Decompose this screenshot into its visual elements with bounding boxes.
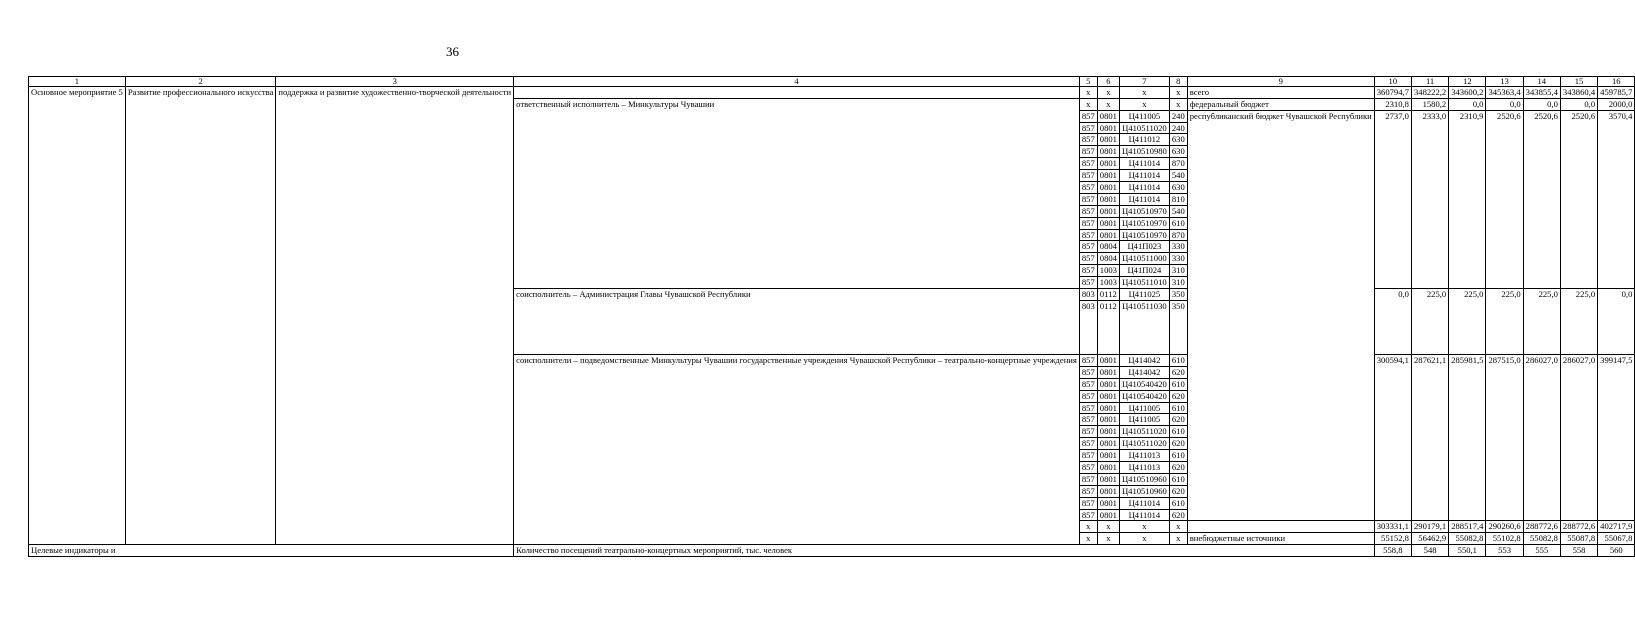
value-cell: 2310,9: [1449, 110, 1486, 288]
value-cell: 555: [1523, 545, 1560, 557]
code-cell: 0801: [1097, 485, 1119, 497]
header-cell: 1: [29, 77, 126, 87]
code-cell: 620: [1169, 366, 1187, 378]
code-cell: x: [1079, 521, 1097, 533]
code-cell: 0804: [1097, 241, 1119, 253]
code-cell: x: [1169, 521, 1187, 533]
value-cell: 0,0: [1374, 289, 1411, 355]
code-cell: 857: [1079, 205, 1097, 217]
value-cell: 3570,4: [1598, 110, 1635, 288]
header-cell: 6: [1097, 77, 1119, 87]
executor-cell: соисполнители – подведомственные Минкультуры Чувашии государственные учреждения Чувашской Республики – театрально-концертные учреждения: [514, 354, 1080, 544]
code-cell: 857: [1079, 122, 1097, 134]
code-cell: x: [1097, 521, 1119, 533]
header-cell: 4: [514, 77, 1080, 87]
value-cell: 402717,9: [1598, 521, 1635, 533]
value-cell: 290179,1: [1411, 521, 1448, 533]
code-cell: x: [1169, 533, 1187, 545]
code-cell: 0801: [1097, 354, 1119, 366]
code-cell: 0801: [1097, 390, 1119, 402]
code-cell: 610: [1169, 402, 1187, 414]
code-cell: x: [1119, 87, 1169, 99]
code-cell: 630: [1169, 182, 1187, 194]
code-cell: Ц411005: [1119, 414, 1169, 426]
table-row: [29, 545, 1635, 557]
code-cell: 610: [1169, 497, 1187, 509]
code-cell: Ц411014: [1119, 509, 1169, 521]
code-cell: 0801: [1097, 217, 1119, 229]
task-cell: поддержка и развитие художественно-творческой деятельности: [276, 87, 514, 545]
code-cell: Ц411005: [1119, 110, 1169, 122]
code-cell: 620: [1169, 485, 1187, 497]
value-cell: 55152,8: [1374, 533, 1411, 545]
header-cell: 12: [1449, 77, 1486, 87]
value-cell: 55067,8: [1598, 533, 1635, 545]
value-cell: 0,0: [1449, 98, 1486, 110]
code-cell: 240: [1169, 122, 1187, 134]
code-cell: 0112: [1097, 289, 1119, 301]
value-cell: 55082,8: [1523, 533, 1560, 545]
code-cell: 857: [1079, 414, 1097, 426]
value-cell: 55087,8: [1560, 533, 1597, 545]
code-cell: 330: [1169, 241, 1187, 253]
code-cell: x: [1119, 98, 1169, 110]
value-cell: 225,0: [1560, 289, 1597, 355]
header-cell: 10: [1374, 77, 1411, 87]
code-cell: 0804: [1097, 253, 1119, 265]
header-cell: 16: [1598, 77, 1635, 87]
code-cell: x: [1079, 98, 1097, 110]
value-cell: 2737,0: [1374, 110, 1411, 288]
value-cell: 345363,4: [1486, 87, 1523, 99]
code-cell: 857: [1079, 229, 1097, 241]
value-cell: 1580,2: [1411, 98, 1448, 110]
code-cell: 0801: [1097, 110, 1119, 122]
code-cell: 540: [1169, 170, 1187, 182]
code-cell: Ц411014: [1119, 158, 1169, 170]
code-cell: 857: [1079, 217, 1097, 229]
code-cell: 630: [1169, 146, 1187, 158]
code-cell: 620: [1169, 461, 1187, 473]
code-cell: 620: [1169, 438, 1187, 450]
code-cell: 857: [1079, 277, 1097, 289]
value-cell: 225,0: [1486, 289, 1523, 355]
code-cell: 1003: [1097, 277, 1119, 289]
value-cell: 225,0: [1449, 289, 1486, 355]
code-cell: 0801: [1097, 366, 1119, 378]
value-cell: 288772,6: [1560, 521, 1597, 533]
code-cell: Ц411025: [1119, 289, 1169, 301]
value-cell: 343600,2: [1449, 87, 1486, 99]
code-cell: 0801: [1097, 158, 1119, 170]
code-cell: 0801: [1097, 426, 1119, 438]
code-cell: 620: [1169, 509, 1187, 521]
code-cell: Ц411012: [1119, 134, 1169, 146]
code-cell: 857: [1079, 473, 1097, 485]
code-cell: 0801: [1097, 146, 1119, 158]
table-row: [29, 87, 1635, 99]
code-cell: 803: [1079, 289, 1097, 301]
code-cell: Ц411013: [1119, 450, 1169, 462]
code-cell: 857: [1079, 253, 1097, 265]
code-cell: x: [1079, 87, 1097, 99]
value-cell: 0,0: [1523, 98, 1560, 110]
code-cell: 610: [1169, 354, 1187, 366]
header-cell: 5: [1079, 77, 1097, 87]
code-cell: 0112: [1097, 300, 1119, 354]
code-cell: Ц414042: [1119, 366, 1169, 378]
code-cell: Ц41П023: [1119, 241, 1169, 253]
value-cell: 2310,8: [1374, 98, 1411, 110]
value-cell: 548: [1411, 545, 1448, 557]
code-cell: Ц410511010: [1119, 277, 1169, 289]
code-cell: 857: [1079, 461, 1097, 473]
code-cell: 0801: [1097, 473, 1119, 485]
value-cell: 287621,1: [1411, 354, 1448, 520]
program-cell: Развитие профессионального искусства: [125, 87, 276, 545]
code-cell: Ц414042: [1119, 354, 1169, 366]
code-cell: 857: [1079, 438, 1097, 450]
code-cell: 610: [1169, 450, 1187, 462]
code-cell: 857: [1079, 193, 1097, 205]
code-cell: 857: [1079, 110, 1097, 122]
code-cell: 610: [1169, 378, 1187, 390]
value-cell: 2520,6: [1486, 110, 1523, 288]
code-cell: 857: [1079, 450, 1097, 462]
code-cell: Ц410511020: [1119, 122, 1169, 134]
value-cell: 2520,6: [1560, 110, 1597, 288]
code-cell: 870: [1169, 158, 1187, 170]
code-cell: 857: [1079, 158, 1097, 170]
header-cell: 8: [1169, 77, 1187, 87]
code-cell: 857: [1079, 146, 1097, 158]
code-cell: Ц410540420: [1119, 390, 1169, 402]
code-cell: 810: [1169, 193, 1187, 205]
value-cell: 225,0: [1523, 289, 1560, 355]
table-row: [29, 77, 1635, 87]
code-cell: 857: [1079, 485, 1097, 497]
code-cell: x: [1079, 533, 1097, 545]
code-cell: 0801: [1097, 378, 1119, 390]
header-cell: 14: [1523, 77, 1560, 87]
value-cell: 399147,5: [1598, 354, 1635, 520]
budget-table: [28, 76, 1635, 557]
code-cell: 857: [1079, 378, 1097, 390]
code-cell: 857: [1079, 182, 1097, 194]
code-cell: x: [1169, 98, 1187, 110]
value-cell: 560: [1598, 545, 1635, 557]
code-cell: Ц410511000: [1119, 253, 1169, 265]
code-cell: 540: [1169, 205, 1187, 217]
code-cell: 857: [1079, 390, 1097, 402]
value-cell: 0,0: [1486, 98, 1523, 110]
code-cell: 240: [1169, 110, 1187, 122]
value-cell: 348222,2: [1411, 87, 1448, 99]
code-cell: Ц410510980: [1119, 146, 1169, 158]
code-cell: 0801: [1097, 497, 1119, 509]
code-cell: 350: [1169, 289, 1187, 301]
value-cell: 287515,0: [1486, 354, 1523, 520]
code-cell: 610: [1169, 473, 1187, 485]
value-cell: 55082,8: [1449, 533, 1486, 545]
source-cell: внебюджетные источники: [1187, 533, 1374, 545]
code-cell: 870: [1169, 229, 1187, 241]
code-cell: 0801: [1097, 182, 1119, 194]
code-cell: Ц410511020: [1119, 438, 1169, 450]
code-cell: 0801: [1097, 450, 1119, 462]
code-cell: Ц411013: [1119, 461, 1169, 473]
code-cell: x: [1097, 533, 1119, 545]
code-cell: x: [1169, 87, 1187, 99]
code-cell: Ц41П024: [1119, 265, 1169, 277]
executor-empty-cell: [514, 87, 1080, 99]
value-cell: 300594,1: [1374, 354, 1411, 520]
header-cell: 9: [1187, 77, 1374, 87]
code-cell: x: [1097, 87, 1119, 99]
code-cell: Ц410510970: [1119, 217, 1169, 229]
indicator-label-cell: Целевые индикаторы и: [29, 545, 514, 557]
code-cell: 620: [1169, 390, 1187, 402]
code-cell: 0801: [1097, 509, 1119, 521]
code-cell: 0801: [1097, 170, 1119, 182]
header-cell: 7: [1119, 77, 1169, 87]
value-cell: 558,8: [1374, 545, 1411, 557]
code-cell: 0801: [1097, 229, 1119, 241]
value-cell: 2000,0: [1598, 98, 1635, 110]
code-cell: Ц410510970: [1119, 229, 1169, 241]
code-cell: Ц410511030: [1119, 300, 1169, 354]
code-cell: 310: [1169, 277, 1187, 289]
code-cell: Ц411014: [1119, 193, 1169, 205]
code-cell: 857: [1079, 134, 1097, 146]
code-cell: 310: [1169, 265, 1187, 277]
code-cell: 857: [1079, 170, 1097, 182]
value-cell: 288517,4: [1449, 521, 1486, 533]
value-cell: 343860,4: [1560, 87, 1597, 99]
value-cell: 286027,0: [1523, 354, 1560, 520]
value-cell: 56462,9: [1411, 533, 1448, 545]
source-cell: всего: [1187, 87, 1374, 99]
code-cell: 610: [1169, 217, 1187, 229]
code-cell: 0801: [1097, 461, 1119, 473]
code-cell: 0801: [1097, 438, 1119, 450]
code-cell: 0801: [1097, 205, 1119, 217]
code-cell: Ц410510970: [1119, 205, 1169, 217]
value-cell: 550,1: [1449, 545, 1486, 557]
value-cell: 288772,6: [1523, 521, 1560, 533]
value-cell: 343855,4: [1523, 87, 1560, 99]
main-measure-cell: Основное мероприятие 5: [29, 87, 126, 545]
code-cell: 630: [1169, 134, 1187, 146]
code-cell: Ц411014: [1119, 170, 1169, 182]
code-cell: Ц411014: [1119, 497, 1169, 509]
code-cell: 1003: [1097, 265, 1119, 277]
code-cell: 857: [1079, 497, 1097, 509]
indicator-text-cell: Количество посещений театрально-концертных мероприятий, тыс. человек: [514, 545, 1375, 557]
value-cell: 558: [1560, 545, 1597, 557]
code-cell: 857: [1079, 265, 1097, 277]
code-cell: 857: [1079, 402, 1097, 414]
value-cell: 55102,8: [1486, 533, 1523, 545]
code-cell: 857: [1079, 354, 1097, 366]
value-cell: 459785,7: [1598, 87, 1635, 99]
header-cell: 15: [1560, 77, 1597, 87]
value-cell: 0,0: [1560, 98, 1597, 110]
header-cell: 11: [1411, 77, 1448, 87]
value-cell: 303331,1: [1374, 521, 1411, 533]
code-cell: 330: [1169, 253, 1187, 265]
code-cell: 350: [1169, 300, 1187, 354]
code-cell: 0801: [1097, 402, 1119, 414]
code-cell: Ц410540420: [1119, 378, 1169, 390]
code-cell: 0801: [1097, 134, 1119, 146]
header-cell: 2: [125, 77, 276, 87]
header-cell: 13: [1486, 77, 1523, 87]
page-number: 36: [446, 44, 459, 59]
value-cell: 286027,0: [1560, 354, 1597, 520]
code-cell: Ц410510960: [1119, 485, 1169, 497]
code-cell: x: [1097, 98, 1119, 110]
code-cell: 0801: [1097, 193, 1119, 205]
source-cell: [1187, 521, 1374, 533]
value-cell: 290260,6: [1486, 521, 1523, 533]
code-cell: 857: [1079, 366, 1097, 378]
code-cell: x: [1119, 533, 1169, 545]
code-cell: Ц410511020: [1119, 426, 1169, 438]
code-cell: 857: [1079, 426, 1097, 438]
header-cell: 3: [276, 77, 514, 87]
code-cell: 0801: [1097, 414, 1119, 426]
value-cell: 225,0: [1411, 289, 1448, 355]
source-cell: федеральный бюджет: [1187, 98, 1374, 110]
value-cell: 360794,7: [1374, 87, 1411, 99]
value-cell: 553: [1486, 545, 1523, 557]
code-cell: 857: [1079, 241, 1097, 253]
source-cell: республиканский бюджет Чувашской Республики: [1187, 110, 1374, 521]
code-cell: 620: [1169, 414, 1187, 426]
value-cell: 2333,0: [1411, 110, 1448, 288]
value-cell: 285981,5: [1449, 354, 1486, 520]
executor-cell: ответственный исполнитель – Минкультуры Чувашии: [514, 98, 1080, 288]
code-cell: Ц411014: [1119, 182, 1169, 194]
code-cell: 857: [1079, 509, 1097, 521]
code-cell: x: [1119, 521, 1169, 533]
executor-cell: соисполнитель – Администрация Главы Чувашской Республики: [514, 289, 1080, 355]
code-cell: Ц411005: [1119, 402, 1169, 414]
code-cell: 610: [1169, 426, 1187, 438]
code-cell: 0801: [1097, 122, 1119, 134]
code-cell: 803: [1079, 300, 1097, 354]
code-cell: Ц410510960: [1119, 473, 1169, 485]
value-cell: 0,0: [1598, 289, 1635, 355]
value-cell: 2520,6: [1523, 110, 1560, 288]
